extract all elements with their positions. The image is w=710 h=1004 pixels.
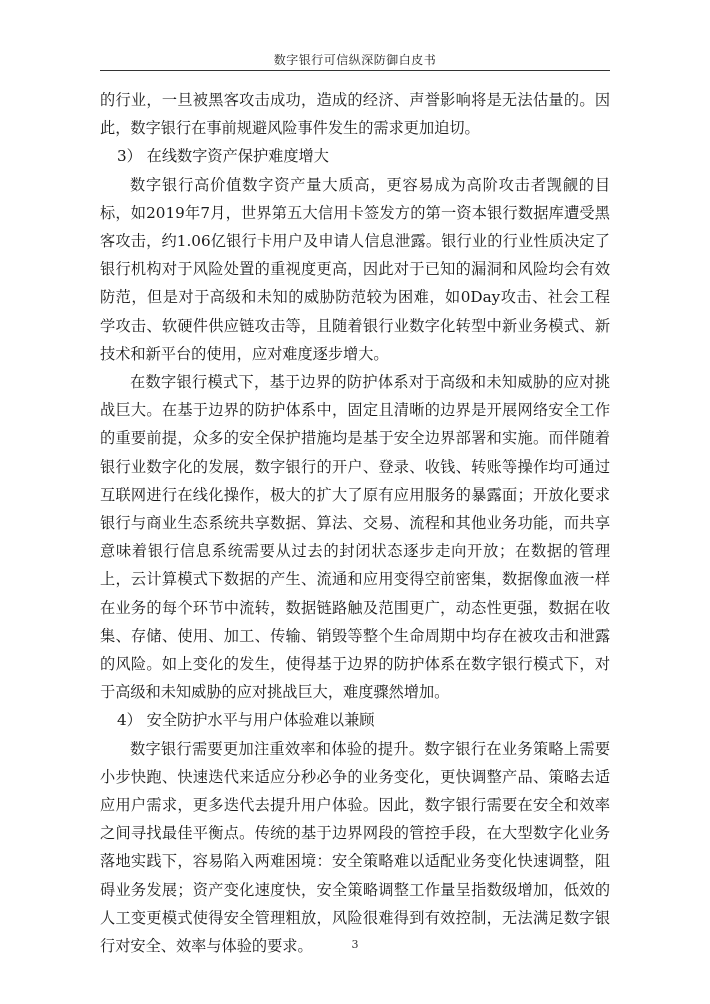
running-header: 数字银行可信纵深防御白皮书	[273, 53, 437, 67]
section-heading-3: 3） 在线数字资产保护难度增大	[117, 147, 329, 166]
header-rule	[100, 70, 610, 71]
page-number: 3	[351, 938, 359, 951]
page-body	[100, 86, 610, 960]
paragraph-perimeter-defense: 在数字银行模式下，基于边界的防护体系对于高级和未知威胁的应对挑战巨大。在基于边界的防护体系中，固定且清晰的边界是开展网络安全工作的重要前提，众多的安全保护措施均是基于安全边界部署和实施。而伴随着银行业数字化的发展，数字银行的开户、登录、收钱、转账等操作均可通过互联网进行在线化操作，极大的扩大了原有应用服务的暴露面；开放化要求银行与商业生态系统共享数据、算法、交易、流程和其他业务功能，而共享意味着银行信息系统需要从过去的封闭状态逐步走向开放；在数据的管理上，云计算模式下数据的产生、流通和应用变得空前密集，数据像血液一样在业务的每个环节中流转，数据链路触及范围更广，动态性更强，数据在收集、存储、使用、加工、传输、销毁等整个生命周期中均存在被攻击和泄露的风险。如上变化的发生，使得基于边界的防护体系在数字银行模式下，对于高级和未知威胁的应对挑战巨大，难度骤然增加。	[100, 373, 610, 702]
paragraph-continuation: 的行业，一旦被黑客攻击成功，造成的经济、声誉影响将是无法估量的。因此，数字银行在事前规避风险事件发生的需求更加迫切。	[100, 91, 610, 138]
section-heading-4: 4） 安全防护水平与用户体验难以兼顾	[117, 711, 375, 730]
paragraph-asset-value: 数字银行高价值数字资产量大质高，更容易成为高阶攻击者觊觎的目标，如2019年7月，世界第五大信用卡签发方的第一资本银行数据库遭受黑客攻击，约1.06亿银行卡用户及申请人信息泄露。银行业的行业性质决定了银行机构对于风险处置的重视度更高，因此对于已知的漏洞和风险均会有效防范，但是对于高级和未知的威胁防范较为困难，如0Day攻击、社会工程学攻击、软硬件供应链攻击等，且随着银行业数字化转型中新业务模式、新技术和新平台的使用，应对难度逐步增大。	[100, 175, 610, 363]
paragraph-efficiency-experience: 数字银行需要更加注重效率和体验的提升。数字银行在业务策略上需要小步快跑、快速迭代来适应分秒必争的业务变化，更快调整产品、策略去适应用户需求，更多迭代去提升用户体验。因此，数字银行需要在安全和效率之间寻找最佳平衡点。传统的基于边界网段的管控手段，在大型数字化业务落地实践下，容易陷入两难困境：安全策略难以适配业务变化快速调整，阻碍业务发展；资产变化速度快，安全策略调整工作量呈指数级增加，低效的人工变更模式使得安全管理粗放，风险很难得到有效控制，无法满足数字银行对安全、效率与体验的要求。	[100, 739, 610, 956]
